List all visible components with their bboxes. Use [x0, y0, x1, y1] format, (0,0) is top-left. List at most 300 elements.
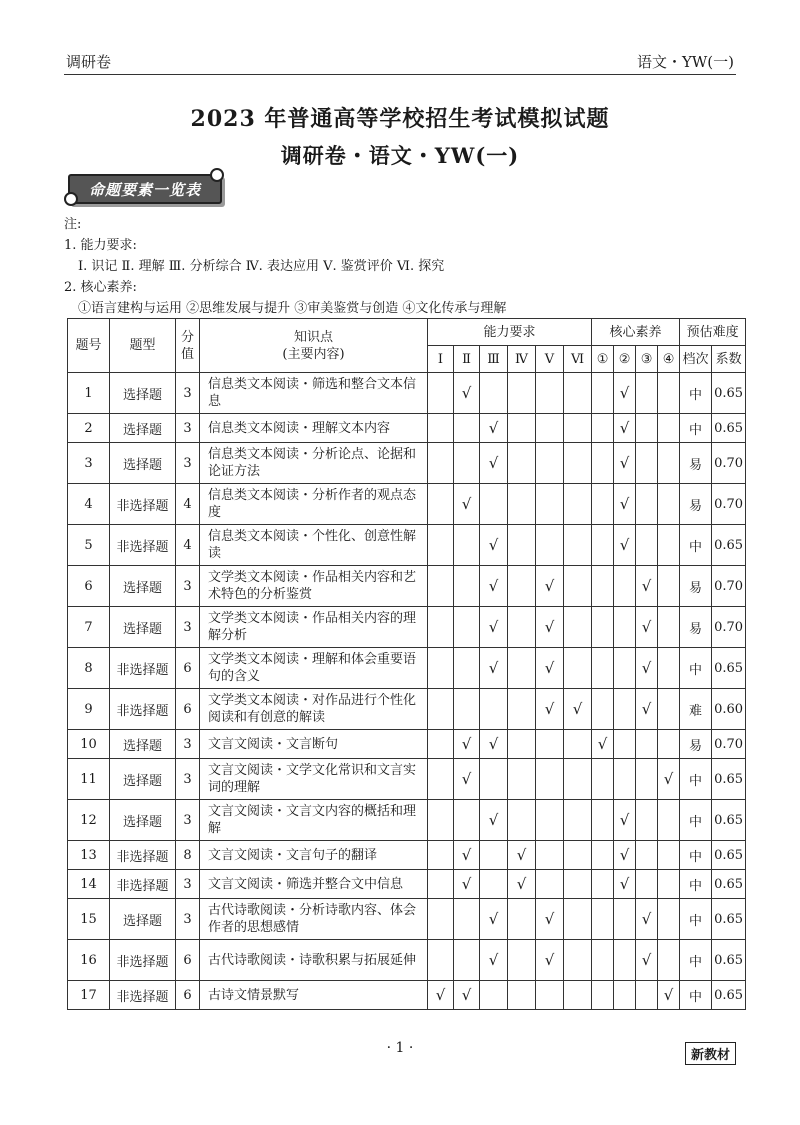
- cell-empty: [480, 373, 508, 414]
- banner-box: [68, 174, 222, 204]
- cell-empty: [658, 525, 680, 566]
- cell-coef: 0.60: [712, 689, 746, 730]
- th-core-col: ④: [658, 346, 680, 373]
- cell-empty: [536, 443, 564, 484]
- cell-empty: [428, 443, 454, 484]
- cell-num: 6: [68, 566, 110, 607]
- th-knowledge-main: 知识点: [293, 329, 333, 345]
- table-row: [68, 607, 746, 648]
- check-icon: √: [536, 607, 564, 648]
- cell-level: 易: [680, 566, 712, 607]
- note-label: 注:: [64, 217, 82, 232]
- cell-empty: [564, 800, 592, 841]
- cell-type: 非选择题: [110, 648, 176, 689]
- cell-empty: [428, 484, 454, 525]
- cell-knowledge: 文言文阅读・筛选并整合文中信息: [200, 870, 428, 899]
- cell-empty: [636, 981, 658, 1010]
- table-row: [68, 414, 746, 443]
- table-row: [68, 899, 746, 940]
- header-left: 调研卷: [66, 53, 112, 71]
- check-icon: √: [536, 899, 564, 940]
- cell-empty: [508, 981, 536, 1010]
- cell-empty: [592, 566, 614, 607]
- cell-type: 非选择题: [110, 981, 176, 1010]
- cell-score: 3: [176, 800, 200, 841]
- cell-empty: [508, 940, 536, 981]
- cell-coef: 0.65: [712, 899, 746, 940]
- cell-knowledge: 文言文阅读・文言句子的翻译: [200, 841, 428, 870]
- cell-score: 3: [176, 443, 200, 484]
- cell-empty: [636, 800, 658, 841]
- cell-num: 14: [68, 870, 110, 899]
- cell-empty: [508, 607, 536, 648]
- cell-empty: [658, 607, 680, 648]
- cell-empty: [564, 899, 592, 940]
- check-icon: √: [480, 525, 508, 566]
- cell-empty: [428, 759, 454, 800]
- check-icon: √: [614, 525, 636, 566]
- cell-coef: 0.65: [712, 981, 746, 1010]
- cell-empty: [428, 525, 454, 566]
- cell-empty: [536, 841, 564, 870]
- cell-num: 15: [68, 899, 110, 940]
- cell-empty: [536, 525, 564, 566]
- cell-type: 非选择题: [110, 525, 176, 566]
- cell-level: 中: [680, 414, 712, 443]
- check-icon: √: [454, 759, 480, 800]
- cell-empty: [658, 648, 680, 689]
- check-icon: √: [614, 414, 636, 443]
- cell-empty: [592, 443, 614, 484]
- table-row: [68, 800, 746, 841]
- cell-score: 3: [176, 607, 200, 648]
- cell-empty: [428, 607, 454, 648]
- th-knowledge-sub: (主要内容): [282, 346, 345, 362]
- cell-empty: [428, 566, 454, 607]
- cell-empty: [564, 759, 592, 800]
- check-icon: √: [480, 566, 508, 607]
- cell-empty: [508, 689, 536, 730]
- cell-num: 16: [68, 940, 110, 981]
- cell-empty: [454, 899, 480, 940]
- cell-empty: [592, 414, 614, 443]
- check-icon: √: [508, 870, 536, 899]
- cell-empty: [428, 940, 454, 981]
- check-icon: √: [536, 566, 564, 607]
- cell-empty: [480, 759, 508, 800]
- page-title: 2023 年普通高等学校招生考试模拟试题: [190, 106, 610, 132]
- table-row: [68, 730, 746, 759]
- cell-empty: [564, 870, 592, 899]
- cell-empty: [508, 730, 536, 759]
- cell-empty: [564, 940, 592, 981]
- cell-type: 选择题: [110, 566, 176, 607]
- cell-empty: [636, 414, 658, 443]
- check-icon: √: [614, 443, 636, 484]
- cell-empty: [564, 414, 592, 443]
- check-icon: √: [592, 730, 614, 759]
- cell-score: 3: [176, 899, 200, 940]
- th-ability-col: Ⅱ: [454, 346, 480, 373]
- check-icon: √: [454, 730, 480, 759]
- th-ability-col: Ⅲ: [480, 346, 508, 373]
- table-row: [68, 484, 746, 525]
- cell-empty: [536, 484, 564, 525]
- cell-empty: [536, 870, 564, 899]
- cell-empty: [428, 648, 454, 689]
- cell-coef: 0.65: [712, 648, 746, 689]
- cell-type: 选择题: [110, 414, 176, 443]
- check-icon: √: [454, 484, 480, 525]
- cell-type: 选择题: [110, 899, 176, 940]
- cell-empty: [592, 940, 614, 981]
- notes: [64, 214, 744, 319]
- cell-score: 3: [176, 870, 200, 899]
- cell-empty: [428, 730, 454, 759]
- cell-empty: [428, 414, 454, 443]
- cell-empty: [508, 800, 536, 841]
- cell-empty: [592, 841, 614, 870]
- cell-empty: [614, 940, 636, 981]
- cell-empty: [454, 648, 480, 689]
- cell-score: 4: [176, 525, 200, 566]
- cell-empty: [508, 484, 536, 525]
- cell-empty: [636, 759, 658, 800]
- check-icon: √: [614, 870, 636, 899]
- cell-num: 2: [68, 414, 110, 443]
- cell-empty: [454, 800, 480, 841]
- cell-coef: 0.65: [712, 800, 746, 841]
- check-icon: √: [636, 899, 658, 940]
- cell-empty: [480, 870, 508, 899]
- cell-score: 6: [176, 940, 200, 981]
- cell-coef: 0.65: [712, 414, 746, 443]
- cell-empty: [636, 730, 658, 759]
- cell-empty: [658, 870, 680, 899]
- cell-knowledge: 信息类文本阅读・筛选和整合文本信息: [200, 373, 428, 414]
- table-row: [68, 373, 746, 414]
- cell-empty: [480, 841, 508, 870]
- cell-empty: [508, 414, 536, 443]
- core-items: ①语言建构与运用 ②思维发展与提升 ③审美鉴赏与创造 ④文化传承与理解: [78, 301, 507, 316]
- cell-empty: [658, 940, 680, 981]
- cell-empty: [592, 525, 614, 566]
- cell-score: 3: [176, 566, 200, 607]
- cell-coef: 0.70: [712, 566, 746, 607]
- th-core: 核心素养: [592, 319, 680, 346]
- cell-num: 12: [68, 800, 110, 841]
- cell-empty: [454, 607, 480, 648]
- cell-empty: [658, 443, 680, 484]
- cell-level: 易: [680, 484, 712, 525]
- cell-empty: [508, 648, 536, 689]
- th-coef: 系数: [712, 346, 746, 373]
- cell-empty: [454, 689, 480, 730]
- scroll-curl-icon: [210, 168, 224, 182]
- cell-coef: 0.70: [712, 443, 746, 484]
- cell-knowledge: 文学类文本阅读・作品相关内容和艺术特色的分析鉴赏: [200, 566, 428, 607]
- cell-empty: [658, 566, 680, 607]
- check-icon: √: [480, 940, 508, 981]
- check-icon: √: [480, 607, 508, 648]
- cell-type: 选择题: [110, 759, 176, 800]
- cell-knowledge: 古诗文情景默写: [200, 981, 428, 1010]
- cell-empty: [536, 373, 564, 414]
- cell-knowledge: 信息类文本阅读・理解文本内容: [200, 414, 428, 443]
- cell-empty: [536, 414, 564, 443]
- cell-empty: [614, 759, 636, 800]
- cell-empty: [636, 373, 658, 414]
- check-icon: √: [428, 981, 454, 1010]
- check-icon: √: [480, 899, 508, 940]
- check-icon: √: [508, 841, 536, 870]
- cell-empty: [454, 940, 480, 981]
- cell-level: 中: [680, 373, 712, 414]
- check-icon: √: [636, 648, 658, 689]
- cell-num: 1: [68, 373, 110, 414]
- cell-coef: 0.65: [712, 373, 746, 414]
- cell-empty: [428, 841, 454, 870]
- cell-empty: [636, 870, 658, 899]
- check-icon: √: [614, 841, 636, 870]
- cell-type: 非选择题: [110, 484, 176, 525]
- cell-score: 3: [176, 730, 200, 759]
- check-icon: √: [480, 414, 508, 443]
- th-core-col: ③: [636, 346, 658, 373]
- cell-empty: [636, 841, 658, 870]
- cell-empty: [592, 899, 614, 940]
- cell-type: 非选择题: [110, 870, 176, 899]
- cell-type: 选择题: [110, 730, 176, 759]
- cell-empty: [564, 566, 592, 607]
- ability-items: Ⅰ. 识记 Ⅱ. 理解 Ⅲ. 分析综合 Ⅳ. 表达应用 Ⅴ. 鉴赏评价 Ⅵ. 探究: [78, 259, 445, 274]
- cell-num: 8: [68, 648, 110, 689]
- th-ability-col: Ⅳ: [508, 346, 536, 373]
- cell-empty: [564, 981, 592, 1010]
- cell-coef: 0.65: [712, 841, 746, 870]
- th-type: 题型: [110, 319, 176, 373]
- cell-num: 10: [68, 730, 110, 759]
- cell-type: 选择题: [110, 607, 176, 648]
- cell-empty: [592, 484, 614, 525]
- cell-empty: [658, 899, 680, 940]
- cell-num: 9: [68, 689, 110, 730]
- cell-num: 11: [68, 759, 110, 800]
- page-subtitle: 调研卷・语文・YW(一): [280, 143, 520, 168]
- th-num: 题号: [68, 319, 110, 373]
- cell-knowledge: 文言文阅读・文言文内容的概括和理解: [200, 800, 428, 841]
- cell-level: 易: [680, 607, 712, 648]
- check-icon: √: [636, 566, 658, 607]
- cell-num: 13: [68, 841, 110, 870]
- cell-coef: 0.65: [712, 940, 746, 981]
- cell-empty: [614, 689, 636, 730]
- cell-empty: [592, 607, 614, 648]
- cell-knowledge: 信息类文本阅读・分析论点、论据和论证方法: [200, 443, 428, 484]
- cell-empty: [508, 443, 536, 484]
- cell-empty: [428, 800, 454, 841]
- cell-empty: [614, 730, 636, 759]
- cell-knowledge: 古代诗歌阅读・诗歌积累与拓展延伸: [200, 940, 428, 981]
- check-icon: √: [636, 689, 658, 730]
- check-icon: √: [536, 648, 564, 689]
- cell-empty: [564, 730, 592, 759]
- th-knowledge: [200, 319, 428, 373]
- cell-empty: [480, 689, 508, 730]
- cell-empty: [614, 566, 636, 607]
- cell-level: 中: [680, 899, 712, 940]
- check-icon: √: [614, 373, 636, 414]
- check-icon: √: [658, 981, 680, 1010]
- cell-empty: [658, 414, 680, 443]
- cell-empty: [614, 648, 636, 689]
- check-icon: √: [564, 689, 592, 730]
- cell-empty: [564, 607, 592, 648]
- cell-empty: [636, 443, 658, 484]
- table-row: [68, 981, 746, 1010]
- check-icon: √: [454, 373, 480, 414]
- cell-knowledge: 信息类文本阅读・分析作者的观点态度: [200, 484, 428, 525]
- cell-knowledge: 文言文阅读・文言断句: [200, 730, 428, 759]
- cell-empty: [454, 443, 480, 484]
- th-ability-col: Ⅴ: [536, 346, 564, 373]
- cell-level: 难: [680, 689, 712, 730]
- cell-knowledge: 文言文阅读・文学文化常识和文言实词的理解: [200, 759, 428, 800]
- cell-knowledge: 文学类文本阅读・对作品进行个性化阅读和有创意的解读: [200, 689, 428, 730]
- header-right: 语文・YW(一): [636, 53, 734, 71]
- cell-coef: 0.65: [712, 525, 746, 566]
- table-row: [68, 525, 746, 566]
- cell-empty: [658, 689, 680, 730]
- cell-score: 3: [176, 373, 200, 414]
- cell-empty: [564, 648, 592, 689]
- table-row: [68, 940, 746, 981]
- cell-empty: [536, 981, 564, 1010]
- th-difficulty: 预估难度: [680, 319, 746, 346]
- cell-type: 选择题: [110, 373, 176, 414]
- check-icon: √: [454, 841, 480, 870]
- cell-type: 非选择题: [110, 940, 176, 981]
- cell-empty: [428, 899, 454, 940]
- cell-empty: [536, 730, 564, 759]
- check-icon: √: [614, 800, 636, 841]
- th-score: 分值: [176, 319, 200, 373]
- cell-empty: [592, 689, 614, 730]
- cell-empty: [536, 800, 564, 841]
- check-icon: √: [636, 607, 658, 648]
- table-row: [68, 759, 746, 800]
- th-ability-col: Ⅰ: [428, 346, 454, 373]
- th-core-col: ①: [592, 346, 614, 373]
- cell-empty: [536, 759, 564, 800]
- cell-score: 4: [176, 484, 200, 525]
- check-icon: √: [658, 759, 680, 800]
- th-core-col: ②: [614, 346, 636, 373]
- cell-num: 5: [68, 525, 110, 566]
- cell-empty: [508, 566, 536, 607]
- cell-level: 易: [680, 730, 712, 759]
- table-row: [68, 841, 746, 870]
- check-icon: √: [480, 730, 508, 759]
- cell-empty: [636, 525, 658, 566]
- running-header: [64, 50, 736, 75]
- check-icon: √: [480, 800, 508, 841]
- cell-empty: [508, 373, 536, 414]
- cell-coef: 0.65: [712, 870, 746, 899]
- elements-table: [67, 318, 746, 1010]
- cell-coef: 0.70: [712, 484, 746, 525]
- ability-title: 1. 能力要求:: [64, 238, 137, 253]
- cell-knowledge: 古代诗歌阅读・分析诗歌内容、体会作者的思想感情: [200, 899, 428, 940]
- cell-empty: [428, 689, 454, 730]
- cell-level: 易: [680, 443, 712, 484]
- check-icon: √: [454, 870, 480, 899]
- cell-empty: [592, 981, 614, 1010]
- cell-coef: 0.70: [712, 607, 746, 648]
- cell-empty: [614, 899, 636, 940]
- cell-num: 3: [68, 443, 110, 484]
- cell-type: 选择题: [110, 800, 176, 841]
- check-icon: √: [536, 689, 564, 730]
- cell-empty: [454, 566, 480, 607]
- cell-num: 17: [68, 981, 110, 1010]
- check-icon: √: [454, 981, 480, 1010]
- cell-empty: [564, 841, 592, 870]
- cell-type: 非选择题: [110, 689, 176, 730]
- cell-empty: [480, 981, 508, 1010]
- cell-empty: [592, 648, 614, 689]
- check-icon: √: [636, 940, 658, 981]
- cell-empty: [592, 800, 614, 841]
- cell-score: 6: [176, 981, 200, 1010]
- cell-empty: [658, 484, 680, 525]
- cell-empty: [592, 759, 614, 800]
- cell-empty: [428, 870, 454, 899]
- cell-score: 6: [176, 689, 200, 730]
- cell-level: 中: [680, 870, 712, 899]
- check-icon: √: [536, 940, 564, 981]
- cell-empty: [564, 373, 592, 414]
- table-row: [68, 648, 746, 689]
- cell-empty: [592, 870, 614, 899]
- section-banner: [64, 168, 224, 206]
- check-icon: √: [480, 443, 508, 484]
- cell-knowledge: 文学类文本阅读・理解和体会重要语句的含义: [200, 648, 428, 689]
- core-title: 2. 核心素养:: [64, 280, 137, 295]
- cell-empty: [564, 525, 592, 566]
- table-row: [68, 443, 746, 484]
- table-row: [68, 870, 746, 899]
- cell-empty: [564, 443, 592, 484]
- cell-type: 选择题: [110, 443, 176, 484]
- table-row: [68, 566, 746, 607]
- cell-score: 8: [176, 841, 200, 870]
- cell-empty: [614, 981, 636, 1010]
- cell-level: 中: [680, 841, 712, 870]
- cell-empty: [614, 607, 636, 648]
- cell-type: 非选择题: [110, 841, 176, 870]
- cell-score: 3: [176, 759, 200, 800]
- cell-level: 中: [680, 648, 712, 689]
- cell-level: 中: [680, 940, 712, 981]
- cell-num: 4: [68, 484, 110, 525]
- cell-coef: 0.70: [712, 730, 746, 759]
- cell-empty: [480, 484, 508, 525]
- cell-num: 7: [68, 607, 110, 648]
- edition-badge: 新教材: [685, 1042, 736, 1065]
- cell-knowledge: 文学类文本阅读・作品相关内容的理解分析: [200, 607, 428, 648]
- cell-empty: [428, 373, 454, 414]
